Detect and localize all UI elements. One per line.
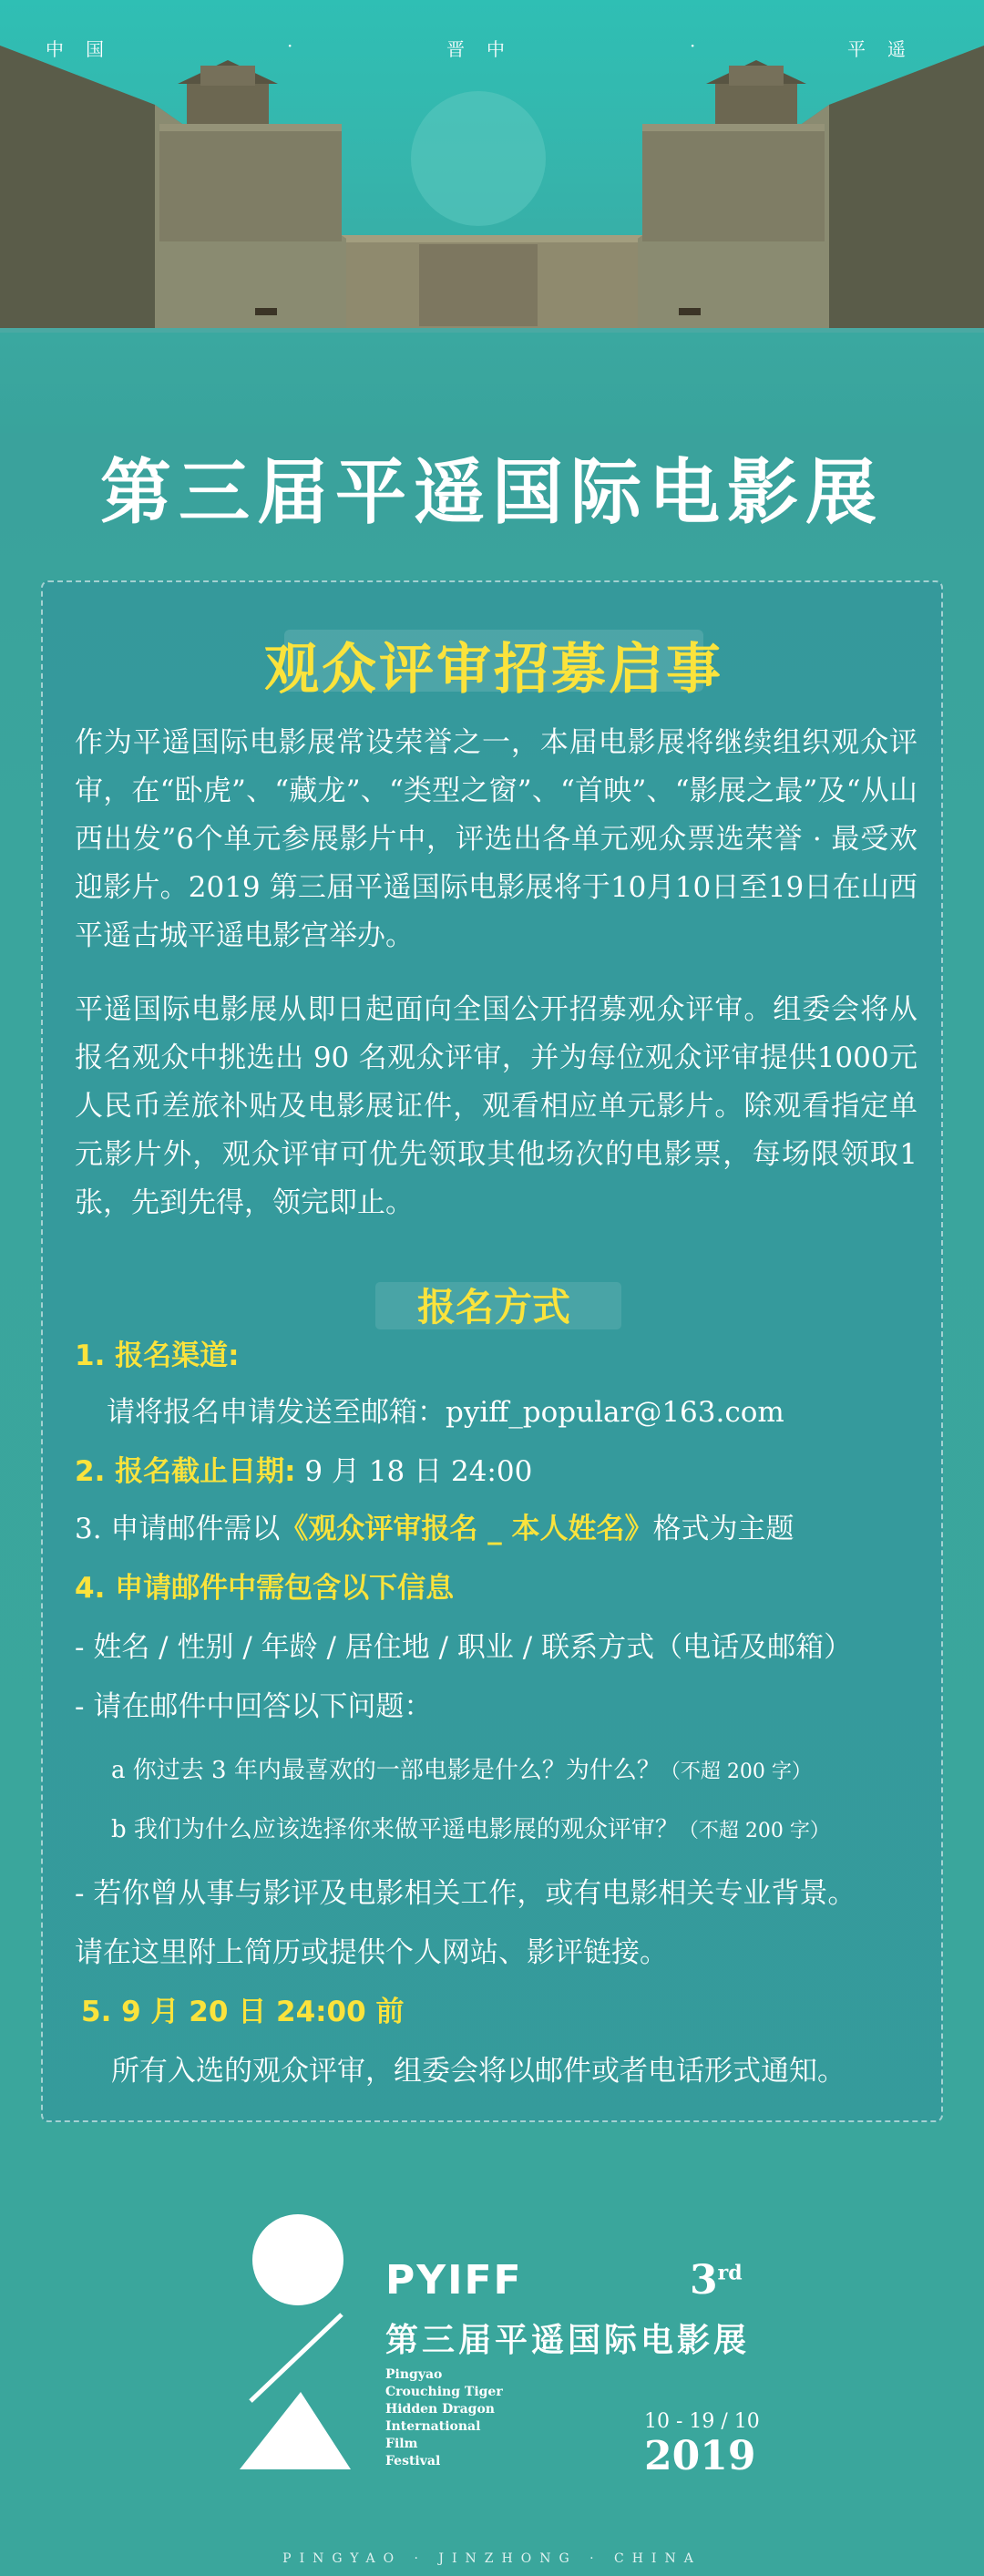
question-a-note: （不超 200 字） [660,1760,812,1783]
logo-circle [252,2214,343,2305]
footer-name-line: Film [385,2437,418,2451]
section-title: 报名方式 [416,1285,570,1329]
question-b-note: （不超 200 字） [678,1820,830,1842]
footer-name-line: Hidden Dragon [385,2402,495,2417]
location-jinzhong: 晋 中 [446,38,507,60]
brand-name: PYIFF [385,2257,523,2304]
footer-title-cn: 第三届平遥国际电影展 [385,2322,751,2359]
question-b-text: b 我们为什么应该选择你来做平遥电影展的观众评审？ [111,1816,679,1843]
separator-dot: · [287,35,295,56]
footer-name-line: Festival [385,2454,441,2468]
item4-info-list: - 姓名 / 性别 / 年龄 / 居住地 / 职业 / 联系方式（电话及邮箱） [75,1631,853,1664]
item2-label: 2. 报名截止日期: [75,1455,296,1488]
item1-email[interactable]: 请将报名申请发送至邮箱：pyiff_popular@163.com [107,1396,784,1429]
water-reflection [0,333,984,433]
separator-dot: · [690,35,698,56]
item5-label: 5. 9 月 20 日 24:00 前 [81,1996,405,2028]
item4-resume-note: 请在这里附上简历或提供个人网站、影评链接。 [75,1936,668,1969]
festival-dates: 10 - 19 / 10 [644,2410,760,2433]
announcement-panel [41,580,943,2122]
item3-line [75,1505,794,1546]
footer-name-en [385,2366,503,2470]
edition-number [690,2257,743,2304]
logo-mark [232,2301,369,2483]
page-title: 第三届平遥国际电影展 [99,452,884,534]
item2-deadline: 9 月 18 日 24:00 [295,1455,533,1488]
item3-text-a: 3. 申请邮件需以 [75,1513,281,1545]
item3-text-b: 格式为主题 [652,1513,794,1545]
question-b [111,1811,830,1844]
item5-text: 所有入选的观众评审，组委会将以邮件或者电话形式通知。 [111,2055,846,2088]
location-bar [0,35,984,62]
item4-background-note: - 若你曾从事与影评及电影相关工作，或有电影相关专业背景。 [75,1877,856,1910]
question-a [111,1751,812,1785]
item2-line [75,1448,532,1489]
footer-name-line: Crouching Tiger [385,2385,503,2399]
item4-label: 4. 申请邮件中需包含以下信息 [75,1572,455,1605]
festival-year: 2019 [644,2433,756,2479]
footer-name-line: Pingyao [385,2367,443,2382]
question-a-text: a 你过去 3 年内最喜欢的一部电影是什么？为什么？ [111,1757,661,1784]
location-china: 中 国 [46,38,106,60]
item3-subject-format: 《观众评审报名 _ 本人姓名》 [280,1513,653,1545]
item1-label: 1. 报名渠道: [75,1339,240,1372]
intro-paragraph: 作为平遥国际电影展常设荣誉之一，本届电影展将继续组织观众评审，在“卧虎”、“藏龙”、“类型之窗”、“首映”、“影展之最”及“从山西出发”6个单元参展影片中，评选出各单元观众票选荣誉 · 最受欢迎影片。2019 第三届平遥国际电影展将于10月10日至19日在山西平遥古城平遥电影宫举办。 [75,726,917,952]
item4-questions-intro: - 请在邮件中回答以下问题： [75,1690,433,1723]
panel-title: 观众评审招募启事 [264,638,723,702]
bottom-location-line: PINGYAO · JINZHONG · CHINA [282,2551,702,2566]
location-pingyao: 平 遥 [847,38,907,60]
edition-digit: 3 [690,2257,718,2304]
edition-suffix: rd [717,2261,743,2285]
hero-image [0,0,984,337]
footer-name-line: International [385,2419,481,2434]
recruit-paragraph: 平遥国际电影展从即日起面向全国公开招募观众评审。组委会将从报名观众中挑选出 90 名观众评审，并为每位观众评审提供1000元人民币差旅补贴及电影展证件，观看相应单元影片。除观看指定单元影片外，观众评审可优先领取其他场次的电影票，每场限领取1张，先到先得，领完即止。 [75,993,917,1219]
